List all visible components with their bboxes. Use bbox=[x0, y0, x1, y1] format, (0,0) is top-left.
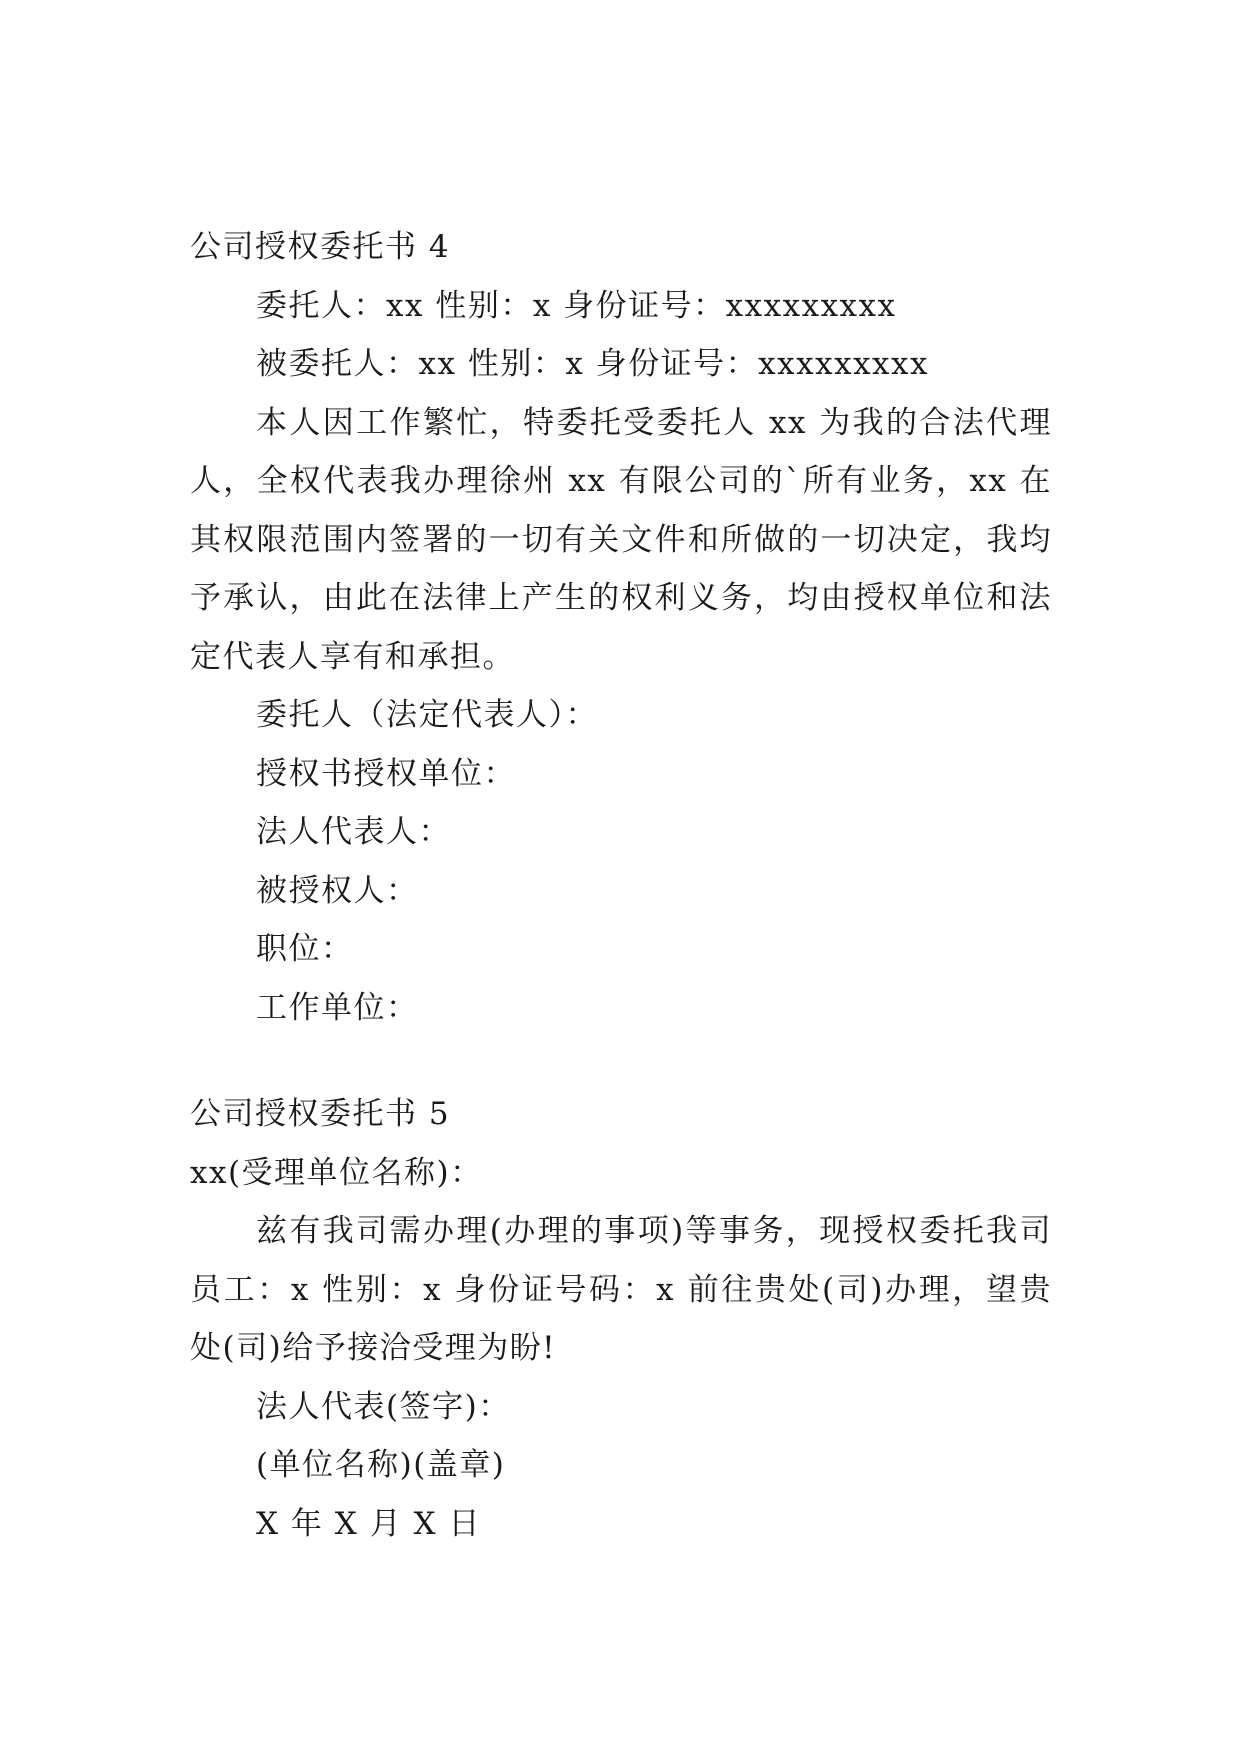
section4-field-work-unit: 工作单位： bbox=[256, 989, 419, 1026]
section5-title: 公司授权委托书 5 bbox=[190, 1096, 451, 1132]
section4-field-authorized-person: 被授权人： bbox=[256, 872, 419, 909]
section-spacer bbox=[190, 1037, 1052, 1085]
document-content bbox=[190, 218, 1052, 1553]
section4-field-authorizing-unit: 授权书授权单位： bbox=[256, 755, 516, 792]
section4-body: 本人因工作繁忙，特委托受委托人 xx 为我的合法代理人，全权代表我办理徐州 xx 有限公司的`所有业务，xx 在其权限范围内签署的一切有关文件和所做的一切决定，我均予承认，由此在法律上产生的权利义务，均由授权单位和法定代表人享有和承担。 bbox=[190, 404, 1052, 675]
section5-date: X 年 X 月 X 日 bbox=[256, 1505, 481, 1542]
section5-seal: (单位名称)(盖章) bbox=[256, 1447, 506, 1483]
section5-addressee: xx(受理单位名称)： bbox=[190, 1154, 483, 1191]
section4-agent-line: 被委托人：xx 性别：x 身份证号：xxxxxxxxx bbox=[256, 346, 930, 382]
section5-signature: 法人代表(签字)： bbox=[256, 1388, 511, 1425]
section4-field-legal-rep: 法人代表人： bbox=[256, 814, 451, 850]
section4-field-principal: 委托人（法定代表人）： bbox=[256, 697, 598, 733]
section4-principal-line: 委托人：xx 性别：x 身份证号：xxxxxxxxx bbox=[256, 287, 897, 324]
section5-body: 兹有我司需办理(办理的事项)等事务，现授权委托我司员工：x 性别：x 身份证号码：x 前往贵处(司)办理，望贵处(司)给予接洽受理为盼! bbox=[190, 1213, 1052, 1366]
section4-title: 公司授权委托书 4 bbox=[190, 229, 451, 265]
section4-field-position: 职位： bbox=[256, 931, 354, 967]
